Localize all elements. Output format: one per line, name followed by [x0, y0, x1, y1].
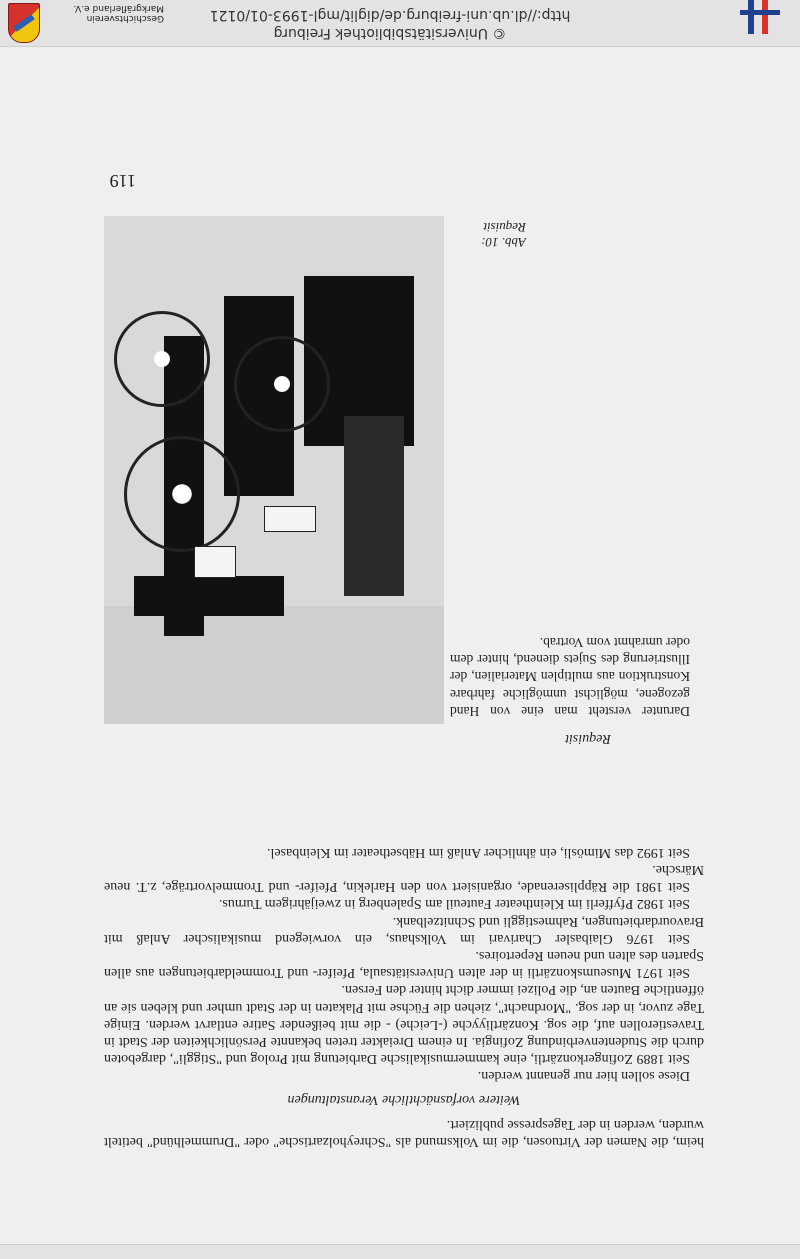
- paragraph: Seit 1889 Zofingerkonzärtli, eine kammermusikalische Darbietung mit Prolog und "Stiggli", dargeboten durch die Studentenverbindung Zofingia. In einem Dreiakter treten bekannte Persönlichkeiten der Stadt in Travestierollen auf, die sog. Konzärtliyyche (-Leiche) - die mit beißender Satire entlarvt werden. Einige Tage zuvor, in der sog. "Mordnacht", ziehen die Füchse mit Plakaten in der Stadt umher und kleben sie an öffentliche Bauten an, die Polizei immer dicht hinter den Fersen.: [104, 982, 704, 1067]
- figure-caption: Abb. 10: Requisit: [481, 220, 526, 250]
- section-heading-requisit: Requisit: [565, 731, 611, 746]
- section-title: Weitere vorfasnächtliche Veranstaltungen: [287, 1091, 521, 1107]
- society-name: Geschichtsverein Markgräflerland e.V.: [73, 3, 164, 23]
- paragraph: Seit 1981 die Räppliserenade, organisiert von den Harlekin, Pfeifer- und Trommelvorträge, z.T. neue Märsche.: [104, 861, 704, 895]
- photo-requisit: [104, 216, 444, 724]
- viewer-footer: [0, 1244, 800, 1259]
- header-copyright: © Universitätsbibliothek Freiburg: [273, 25, 507, 41]
- paragraph: Seit 1971 Museumskonzärtli in der alten Universitätsaula, Pfeifer- und Trommeldarbietungen aus allen Sparten des alten und neuen Repertoires.: [104, 947, 704, 981]
- coat-of-arms-logo: [8, 3, 40, 43]
- library-logo: [740, 0, 780, 40]
- paragraph: Seit 1982 Pfyfferli im Kleintheater Fauteuil am Spalenberg in zweijährigem Turnus.: [218, 896, 690, 912]
- paragraph: heim, die Namen der Virtuosen, die im Volksmund als "Schreyholzartische" oder "Drummelhünd" betitelt wurden, werden in der Tagespresse publiziert.: [104, 1116, 704, 1149]
- header-url: http://dl.ub.uni-freiburg.de/diglit/mgl-1993-01/0121: [209, 7, 571, 23]
- requisit-text: Darunter versteht man eine von Hand gezogene, möglichst unmögliche fahrbare Konstruktion aus multiplen Materialien, der Illustrierung des Sujets dienend, hinter dem oder umrahmt vom Vortrab.: [450, 634, 690, 719]
- page-number: 119: [109, 171, 136, 191]
- body-text: [104, 750, 704, 1150]
- header-text: [150, 6, 630, 42]
- paragraph: Diese sollen hier nur genannt werden.: [477, 1068, 690, 1084]
- paragraph: Seit 1976 Glaibasler Charivari im Volkshaus, ein vorwiegend musikalischer Anlaß mit Bravourdarbietungen, Rahmestiggli und Schnitzelbank.: [104, 913, 704, 946]
- paragraph: Seit 1992 das Mimösli, ein ähnlicher Anlaß im Häbsetheater im Kleinbasel.: [266, 844, 690, 860]
- viewer-header: [0, 0, 800, 47]
